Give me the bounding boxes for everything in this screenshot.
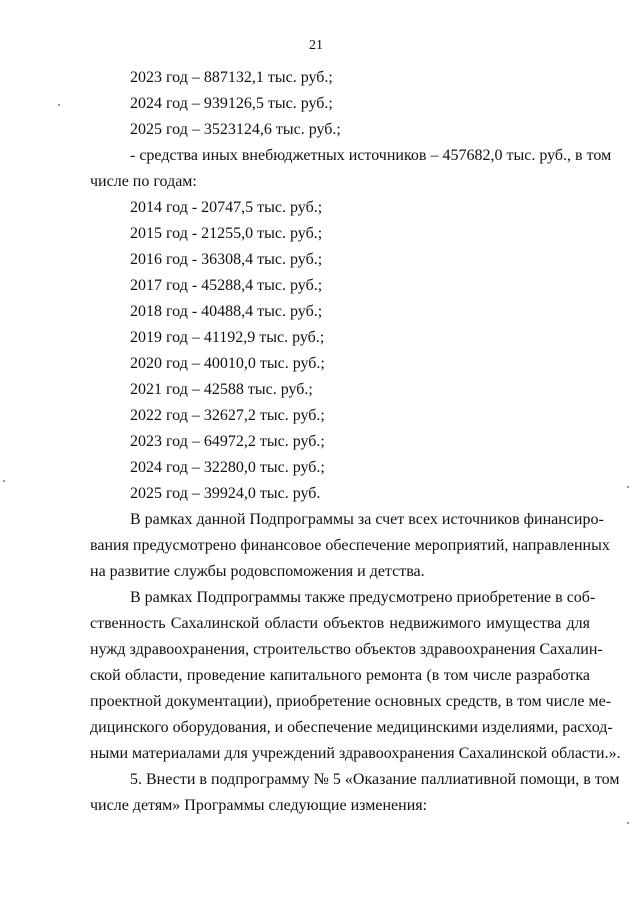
paragraph-financing-line: В рамках данной Подпрограммы за счет всех источников финансиро-	[130, 511, 604, 528]
funding-line-2025: 2025 год – 3523124,6 тыс. руб.;	[130, 121, 341, 138]
extrabudgetary-line-2025: 2025 год – 39924,0 тыс. руб.	[130, 485, 321, 502]
paragraph-acquisition-line: нужд здравоохранения, строительство объектов здравоохранения Сахалин-	[90, 641, 603, 658]
paragraph-acquisition-line: В рамках Подпрограммы также предусмотрено приобретение в соб-	[130, 589, 596, 606]
paragraph-financing-line: вания предусмотрено финансовое обеспечение мероприятий, направленных	[90, 537, 610, 554]
scan-speck	[627, 486, 629, 488]
extrabudgetary-line-2022: 2022 год – 32627,2 тыс. руб.;	[130, 407, 325, 424]
item-5-line: 5. Внести в подпрограмму № 5 «Оказание паллиативной помощи, в том	[130, 771, 620, 788]
extrabudgetary-line-2024: 2024 год – 32280,0 тыс. руб.;	[130, 459, 325, 476]
extrabudgetary-line-2015: 2015 год - 21255,0 тыс. руб.;	[130, 225, 323, 242]
paragraph-financing-line: на развитие службы родовспоможения и детства.	[90, 563, 425, 580]
paragraph-acquisition-line: дицинского оборудования, и обеспечение медицинскими изделиями, расход-	[90, 719, 613, 736]
paragraph-acquisition-line: проектной документации), приобретение основных средств, в том числе ме-	[90, 693, 612, 710]
extrabudgetary-line-2016: 2016 год - 36308,4 тыс. руб.;	[130, 251, 323, 268]
extrabudgetary-line-2023: 2023 год – 64972,2 тыс. руб.;	[130, 433, 325, 450]
extrabudgetary-line-2019: 2019 год – 41192,9 тыс. руб.;	[130, 329, 325, 346]
extrabudgetary-line-2020: 2020 год – 40010,0 тыс. руб.;	[130, 355, 325, 372]
extrabudgetary-line-2018: 2018 год - 40488,4 тыс. руб.;	[130, 303, 323, 320]
scan-speck	[3, 480, 5, 482]
scan-speck	[627, 822, 629, 824]
extrabudgetary-line-2021: 2021 год – 42588 тыс. руб.;	[130, 381, 313, 398]
extrabudgetary-line-2017: 2017 год - 45288,4 тыс. руб.;	[130, 277, 323, 294]
funding-line-2024: 2024 год – 939126,5 тыс. руб.;	[130, 95, 333, 112]
scan-speck	[58, 104, 60, 106]
funding-line-2023: 2023 год – 887132,1 тыс. руб.;	[130, 69, 333, 86]
paragraph-acquisition-line: ской области, проведение капитального ремонта (в том числе разработка	[90, 667, 590, 684]
item-5-line: числе детям» Программы следующие изменения:	[90, 797, 428, 814]
page-number: 21	[309, 38, 323, 53]
extrabudgetary-sources-line: - средства иных внебюджетных источников – 457682,0 тыс. руб., в том	[130, 147, 612, 164]
extrabudgetary-line-2014: 2014 год - 20747,5 тыс. руб.;	[130, 199, 323, 216]
extrabudgetary-sources-line-cont: числе по годам:	[90, 173, 197, 190]
paragraph-acquisition-line: ными материалами для учреждений здравоохранения Сахалинской области.».	[90, 745, 621, 762]
paragraph-acquisition-line: ственность Сахалинской области объектов недвижимого имущества для	[90, 615, 590, 632]
